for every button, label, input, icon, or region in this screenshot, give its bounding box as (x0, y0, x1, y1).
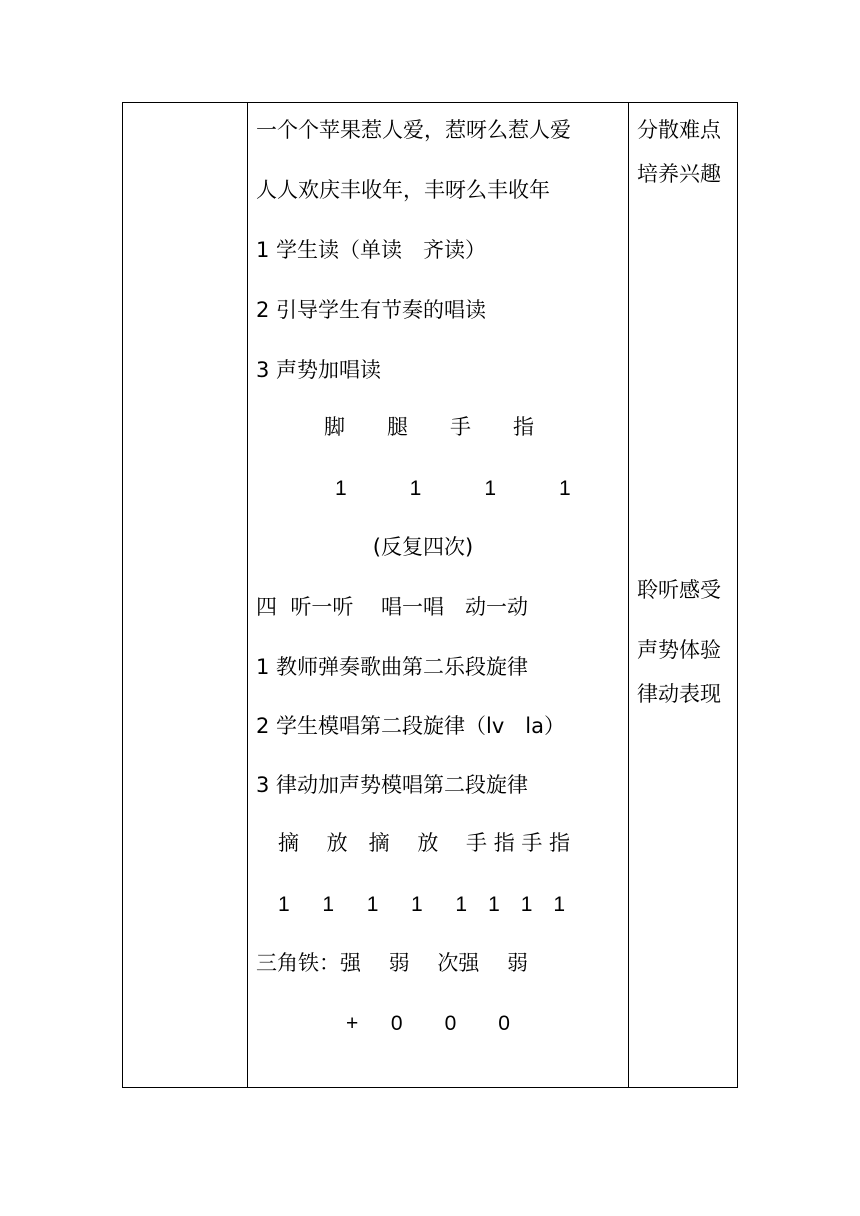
note-difficulty: 分散难点 (637, 118, 721, 142)
step-student-hum: 2 学生模唱第二段旋律（lv la） (256, 714, 566, 738)
triangle-dynamics: 三角铁：强 弱 次强 弱 (256, 951, 529, 975)
content-column (248, 103, 628, 1087)
step-movement: 3 律动加声势模唱第二段旋律 (256, 773, 529, 797)
notes-column (629, 103, 737, 1087)
rhythm-row-2: 1 1 1 1 1 1 1 1 (278, 893, 566, 916)
step-body-percussion: 3 声势加唱读 (256, 358, 382, 382)
step-rhythm-read: 2 引导学生有节奏的唱读 (256, 298, 487, 322)
lyric-line-1: 一个个苹果惹人爱，惹呀么惹人爱 (256, 118, 571, 142)
section-heading-four: 四 听一听 唱一唱 动一动 (256, 595, 529, 619)
repeat-note: (反复四次) (372, 535, 474, 559)
body-parts-row: 脚 腿 手 指 (324, 415, 534, 439)
lesson-table (122, 102, 738, 1088)
note-interest: 培养兴趣 (637, 162, 721, 186)
actions-row: 摘 放 摘 放 手 指 手 指 (278, 831, 571, 855)
left-column (123, 103, 247, 1087)
step-read: 1 学生读（单读 齐读） (256, 238, 487, 262)
note-body-percussion: 声势体验 (637, 638, 721, 662)
triangle-pattern: + 0 0 0 (346, 1012, 510, 1035)
rhythm-row-1: 1 1 1 1 (335, 477, 571, 500)
note-movement: 律动表现 (637, 682, 721, 706)
lyric-line-2: 人人欢庆丰收年，丰呀么丰收年 (256, 178, 550, 202)
step-teacher-play: 1 教师弹奏歌曲第二乐段旋律 (256, 655, 529, 679)
note-listen: 聆听感受 (637, 578, 721, 602)
